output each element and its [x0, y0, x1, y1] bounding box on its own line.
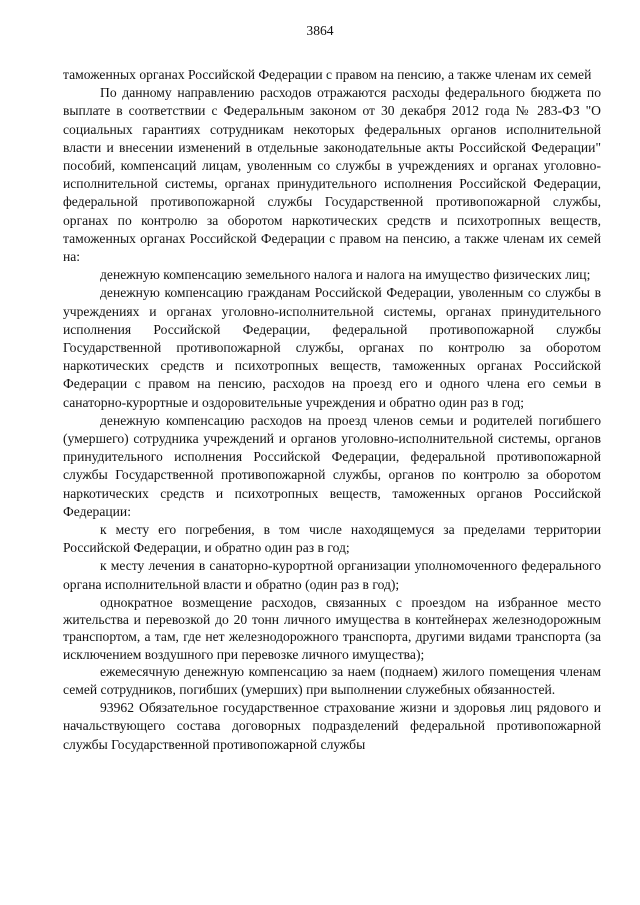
- paragraph-travel-compensation: денежную компенсацию гражданам Российской Федерации, уволенным со службы в учреждениях и органах уголовно-исполнительной системы, органах принудительного исполнения Российской Федерации, федеральной противопожарной службы Государственной противопожарной службы, органах по контролю за оборотом наркотических средств и психотропных веществ, таможенных органах Российской Федерации с правом на пенсию, расходов на проезд его и одного члена его семьи в санаторно-курортные и оздоровительные учреждения и обратно один раз в год;: [63, 285, 601, 410]
- paragraph-housing-rent: ежемесячную денежную компенсацию за наем (поднаем) жилого помещения членам семей сотрудников, погибших (умерших) при выполнении служебных обязанностей.: [63, 663, 601, 697]
- paragraph-intro: По данному направлению расходов отражаются расходы федерального бюджета по выплате в соответствии с Федеральным законом от 30 декабря 2012 года № 283-ФЗ "О социальных гарантиях сотрудникам некоторых федеральных органов исполнительной власти и внесении изменений в отдельные законодательные акты Российской Федерации" пособий, компенсаций лицам, уволенным со службы в учреждениях и органах уголовно-исполнительной системы, органах принудительного исполнения Российской Федерации, федеральной противопожарной службы Государственной противопожарной службы, органах по контролю за оборотом наркотических средств и психотропных веществ, таможенных органах Российской Федерации с правом на пенсию, а также членам их семей на:: [63, 85, 601, 265]
- paragraph-relocation: однократное возмещение расходов, связанных с проездом на избранное место жительства и перевозкой до 20 тонн личного имущества в контейнерах железнодорожным транспортом, а там, где нет железнодорожного транспорта, другими видами транспорта (за исключением воздушного при перевозке личного имущества);: [63, 594, 601, 662]
- paragraph-continuation: таможенных органах Российской Федерации с правом на пенсию, а также членам их семей: [63, 67, 592, 82]
- paragraph-land-tax: денежную компенсацию земельного налога и налога на имущество физических лиц;: [100, 267, 591, 283]
- paragraph-family-travel: денежную компенсацию расходов на проезд членов семьи и родителей погибшего (умершего) сотрудника учреждений и органов уголовно-исполнительной системы, органов принудительного исполнения Российской Федерации, федеральной противопожарной службы Государственной противопожарной службы, органов по контролю за оборотом наркотических средств и психотропных веществ, таможенных органов Российской Федерации:: [63, 412, 601, 519]
- paragraph-burial-place: к месту его погребения, в том числе находящемуся за пределами территории Российской Федерации, и обратно один раз в год;: [63, 522, 601, 556]
- paragraph-93962: 93962 Обязательное государственное страхование жизни и здоровья лиц рядового и начальствующего состава договорных подразделений федеральной противопожарной службы Государственной противопожарной службы: [63, 700, 601, 752]
- page-number: 3864: [306, 23, 334, 38]
- paragraph-treatment-place: к месту лечения в санаторно-курортной организации уполномоченного федерального органа исполнительной власти и обратно (один раз в год);: [63, 558, 601, 592]
- document-body: [63, 66, 601, 754]
